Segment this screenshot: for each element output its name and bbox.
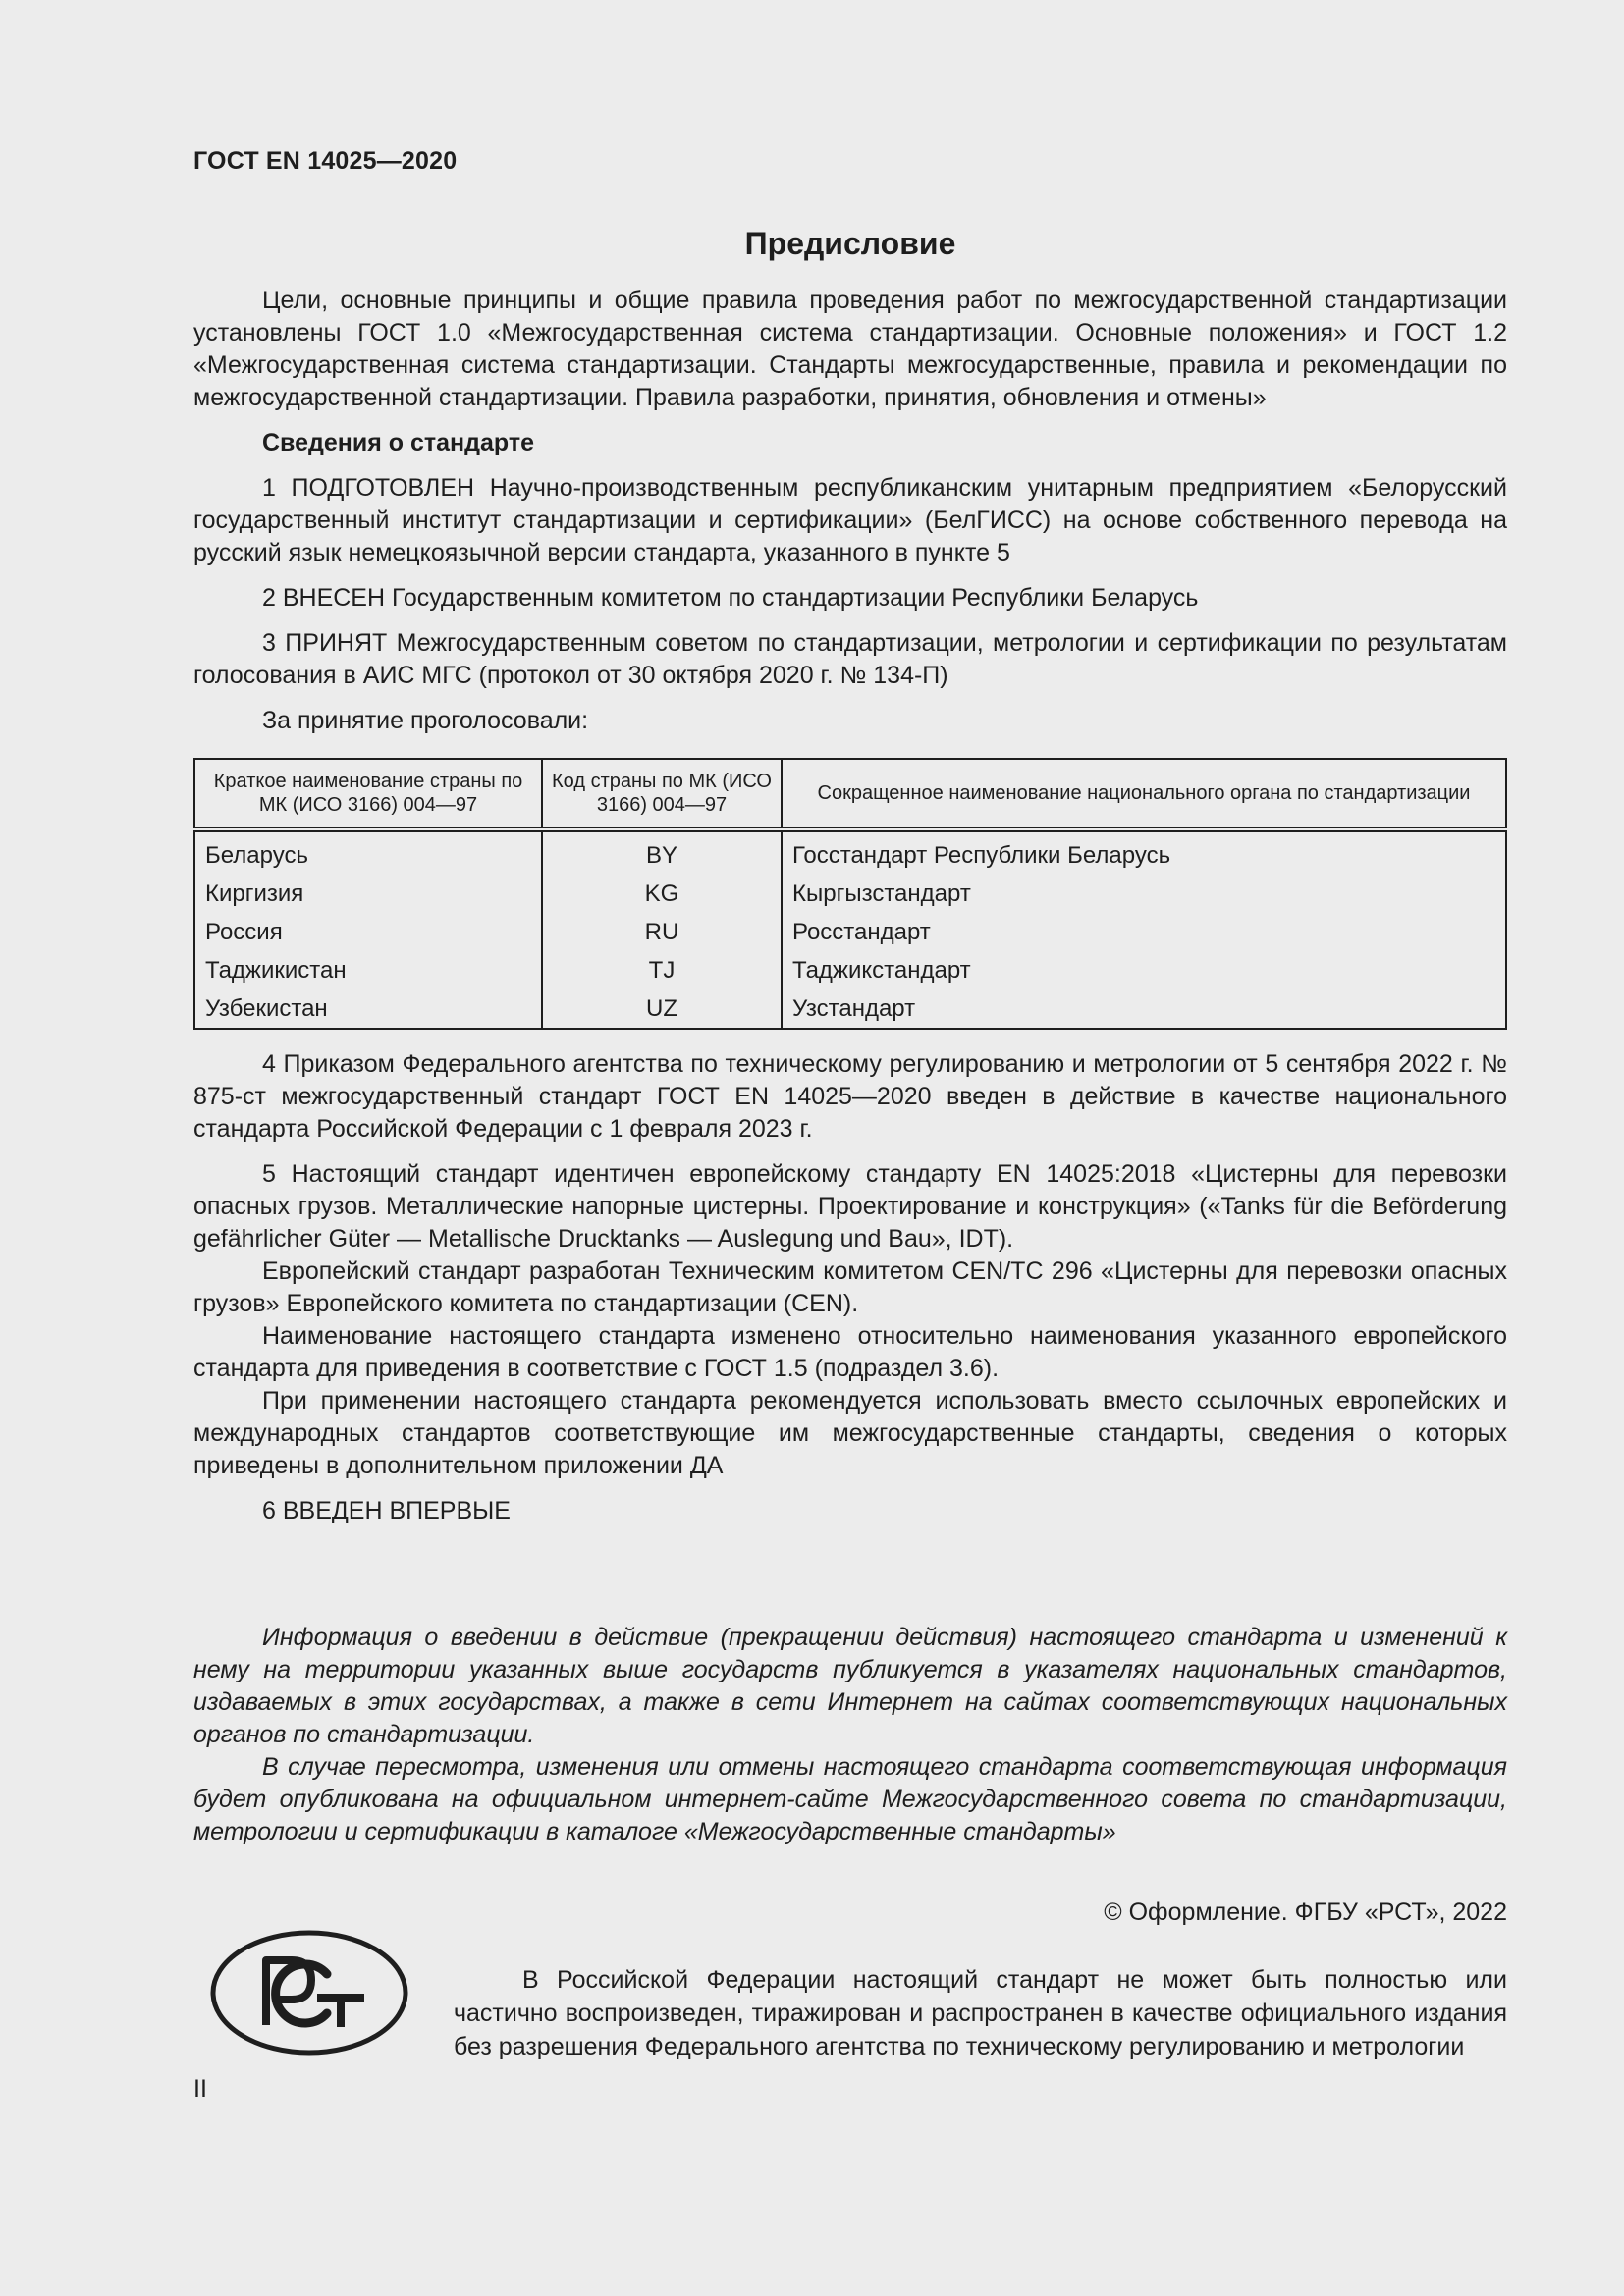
item-5-name-paragraph: Наименование настоящего стандарта изменено относительно наименования указанного европейского стандарта для приведения в соответствие с ГОСТ 1.5 (подраздел 3.6).	[193, 1322, 1507, 1382]
table-row	[194, 989, 1506, 1029]
country-cell: Россия	[194, 913, 542, 951]
voting-members-table	[193, 758, 1507, 1030]
copyright-line: © Оформление. ФГБУ «РСТ», 2022	[1104, 1898, 1507, 1926]
item-2-paragraph: 2 ВНЕСЕН Государственным комитетом по стандартизации Республики Беларусь	[262, 584, 1199, 612]
table-header-country: Краткое наименование страны по МК (ИСО 3166) 004—97	[194, 759, 542, 829]
agency-cell: Госстандарт Республики Беларусь	[792, 841, 1171, 869]
agency-cell: Таджикстандарт	[792, 956, 971, 984]
notice-section	[193, 1622, 1507, 1848]
item-3-paragraph: 3 ПРИНЯТ Межгосударственным советом по стандартизации, метрологии и сертификации по результатам голосования в АИС МГС (протокол от 30 октября 2020 г. № 134-П)	[193, 629, 1507, 689]
item-5-application-paragraph: При применении настоящего стандарта рекомендуется использовать вместо ссылочных европейских и международных стандартов соответствующие им межгосударственные стандарты, сведения о которых приведены в дополнительном приложении ДА	[193, 1387, 1507, 1479]
country-cell: Беларусь	[194, 829, 542, 875]
rst-logo-icon	[209, 1929, 409, 2056]
item-6-paragraph: 6 ВВЕДЕН ВПЕРВЫЕ	[262, 1497, 511, 1524]
notice-paragraph-1: Информация о введении в действие (прекращении действия) настоящего стандарта и изменений к нему на территории указанных выше государств публикуется в указателях национальных стандартов, издаваемых в этих государствах, а также в сети Интернет на сайтах соответствующих национальных органов по стандартизации.	[193, 1624, 1507, 1748]
agency-cell: Кыргызстандарт	[792, 880, 971, 907]
table-row	[194, 875, 1506, 913]
table-header-agency: Сокращенное наименование национального органа по стандартизации	[782, 759, 1506, 829]
foreword-intro-section	[193, 285, 1507, 737]
code-cell: UZ	[542, 989, 782, 1029]
agency-cell: Росстандарт	[792, 918, 931, 945]
country-cell: Таджикистан	[194, 951, 542, 989]
info-heading: Сведения о стандарте	[262, 429, 535, 456]
table-row	[194, 951, 1506, 989]
rights-paragraph: В Российской Федерации настоящий стандарт не может быть полностью или частично воспроизведен, тиражирован и распространен в качестве официального издания без разрешения Федерального агентства по техническому регулированию и метрологии	[454, 1966, 1507, 2060]
standard-info-section	[193, 1048, 1507, 1527]
voted-label: За принятие проголосовали:	[262, 707, 589, 734]
item-1-paragraph: 1 ПОДГОТОВЛЕН Научно-производственным республиканским унитарным предприятием «Белорусский государственный институт стандартизации и сертификации» (БелГИСС) на основе собственного перевода на русский язык немецкоязычной версии стандарта, указанного в пункте 5	[193, 474, 1507, 566]
intro-paragraph: Цели, основные принципы и общие правила проведения работ по межгосударственной стандартизации установлены ГОСТ 1.0 «Межгосударственная система стандартизации. Основные положения» и ГОСТ 1.2 «Межгосударственная система стандартизации. Стандарты межгосударственные, правила и рекомендации по межгосударственной стандартизации. Правила разработки, принятия, обновления и отмены»	[193, 287, 1507, 411]
item-5-paragraph: 5 Настоящий стандарт идентичен европейскому стандарту EN 14025:2018 «Цистерны для перевозки опасных грузов. Металлические напорные цистерны. Проектирование и конструкция» («Tanks für die Beförderung gefährlicher Güter — Metallische Drucktanks — Auslegung und Bau», IDT).	[193, 1160, 1507, 1253]
rights-notice	[454, 1963, 1507, 2063]
page-number: II	[193, 2075, 207, 2103]
country-cell: Узбекистан	[194, 989, 542, 1029]
rst-logo	[209, 1929, 409, 2061]
item-5-european-paragraph: Европейский стандарт разработан Техническим комитетом CEN/TC 296 «Цистерны для перевозки опасных грузов» Европейского комитета по стандартизации (CEN).	[193, 1257, 1507, 1317]
country-cell: Киргизия	[194, 875, 542, 913]
page-title: Предисловие	[744, 226, 956, 261]
table-header-code: Код страны по МК (ИСО 3166) 004—97	[542, 759, 782, 829]
notice-paragraph-2: В случае пересмотра, изменения или отмены настоящего стандарта соответствующая информация будет опубликована на официальном интернет-сайте Межгосударственного совета по стандартизации, метрологии и сертификации в каталоге «Межгосударственные стандарты»	[193, 1753, 1507, 1845]
item-4-paragraph: 4 Приказом Федерального агентства по техническому регулированию и метрологии от 5 сентября 2022 г. № 875-ст межгосударственный стандарт ГОСТ EN 14025—2020 введен в действие в качестве национального стандарта Российской Федерации с 1 февраля 2023 г.	[193, 1050, 1507, 1143]
table-row	[194, 829, 1506, 875]
code-cell: KG	[542, 875, 782, 913]
table-row	[194, 913, 1506, 951]
code-cell: BY	[542, 829, 782, 875]
agency-cell: Узстандарт	[792, 994, 916, 1022]
code-cell: RU	[542, 913, 782, 951]
code-cell: TJ	[542, 951, 782, 989]
document-code-header: ГОСТ EN 14025—2020	[193, 147, 458, 175]
table-header-row	[194, 759, 1506, 829]
